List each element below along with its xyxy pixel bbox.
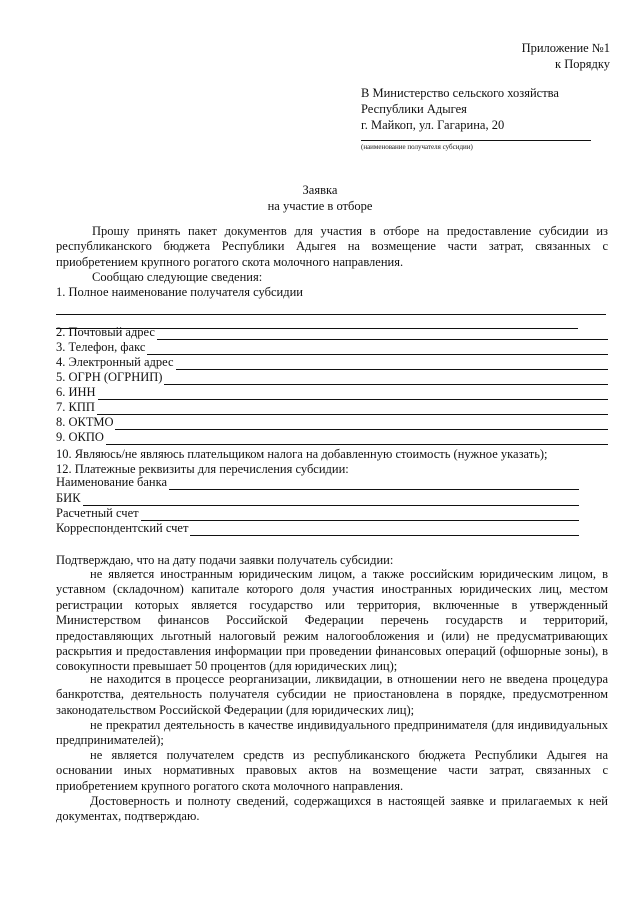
field-account: Расчетный счет	[56, 506, 579, 521]
field-corr-account: Корреспондентский счет	[56, 521, 579, 536]
confirm-heading: Подтверждаю, что на дату подачи заявки получатель субсидии:	[56, 553, 394, 567]
bank-name-line	[169, 477, 579, 490]
field-oktmo: 8. ОКТМО	[56, 415, 608, 430]
annex-number: Приложение №1	[521, 41, 610, 55]
kpp-line	[97, 402, 608, 415]
inn-line	[98, 387, 608, 400]
phone-fax-line	[147, 342, 608, 355]
recipient-line-3: г. Майкоп, ул. Гагарина, 20	[361, 118, 505, 132]
intro-paragraph: Прошу принять пакет документов для участия в отборе на предоставление субсидии из республиканского бюджета Республики Адыгея на возмещение части затрат, связанных с приобретением крупного рогатого скота молочного направления.	[56, 224, 608, 269]
confirm-item-foreign: не является иностранным юридическим лицом, а также российским юридическим лицом, в уставном (складочном) капитале которого доля участия иностранных юридических лиц, местом регистрации которых является государство или территория, включенные в утвержденный Министерством финансов Российской Федерации перечень государств и территорий, предоставляющих льготный налоговый режим налогообложения и (или) не предусматривающих раскрытия и предоставления информации при проведении финансовых операций (офшорные зоны), в совокупности превышает 50 процентов (для юридических лиц);	[56, 567, 608, 674]
field-vat-status: 10. Являюсь/не являюсь плательщиком налога на добавленную стоимость (нужное указать);	[56, 447, 548, 461]
field-kpp: 7. КПП	[56, 400, 608, 415]
confirm-item-entrepreneur: не прекратил деятельность в качестве индивидуального предпринимателя (для индивидуальных предпринимателей);	[56, 718, 608, 748]
field-bank-name: Наименование банка	[56, 475, 579, 490]
document-subtitle: на участие в отборе	[267, 199, 373, 213]
recipient-block	[361, 85, 559, 133]
confirm-item-accuracy: Достоверность и полноту сведений, содержащихся в настоящей заявке и прилагаемых к ней документах, подтверждаю.	[56, 794, 608, 824]
annex-header	[522, 40, 610, 72]
recipient-line-2: Республики Адыгея	[361, 102, 467, 116]
field-phone-fax: 3. Телефон, факс	[56, 340, 608, 355]
recipient-underline	[361, 140, 591, 141]
recipient-caption: (наименование получателя субсидии)	[361, 143, 473, 151]
okpo-line	[106, 432, 608, 445]
field-ogrn: 5. ОГРН (ОГРНИП)	[56, 370, 608, 385]
document-title: Заявка	[302, 183, 338, 197]
confirm-item-budget: не является получателем средств из республиканского бюджета Республики Адыгея на основании иных нормативных правовых актов на возмещение части затрат, связанных с приобретением крупного рогатого скота молочного направления.	[56, 748, 608, 793]
annex-ref: к Порядку	[555, 57, 610, 71]
oktmo-line	[115, 417, 608, 430]
report-line: Сообщаю следующие сведения:	[92, 270, 263, 284]
field-okpo: 9. ОКПО	[56, 430, 608, 445]
field-full-name-line-1	[56, 314, 606, 315]
field-inn: 6. ИНН	[56, 385, 608, 400]
email-line	[176, 357, 608, 370]
ogrn-line	[164, 372, 608, 385]
field-payment-details: 12. Платежные реквизиты для перечисления субсидии:	[56, 462, 349, 476]
field-full-name-label: 1. Полное наименование получателя субсидии	[56, 285, 303, 299]
postal-address-line	[157, 327, 608, 340]
account-line	[141, 508, 579, 521]
bik-line	[83, 493, 579, 506]
confirm-item-reorganization: не находится в процессе реорганизации, ликвидации, в отношении него не введена процедура банкротства, деятельность получателя субсидии не приостановлена в порядке, предусмотренном законодательством Российской Федерации (для юридических лиц);	[56, 672, 608, 717]
field-bik: БИК	[56, 491, 579, 506]
field-email: 4. Электронный адрес	[56, 355, 608, 370]
recipient-line-1: В Министерство сельского хозяйства	[361, 86, 559, 100]
field-postal-address: 2. Почтовый адрес	[56, 325, 608, 340]
corr-account-line	[190, 523, 579, 536]
